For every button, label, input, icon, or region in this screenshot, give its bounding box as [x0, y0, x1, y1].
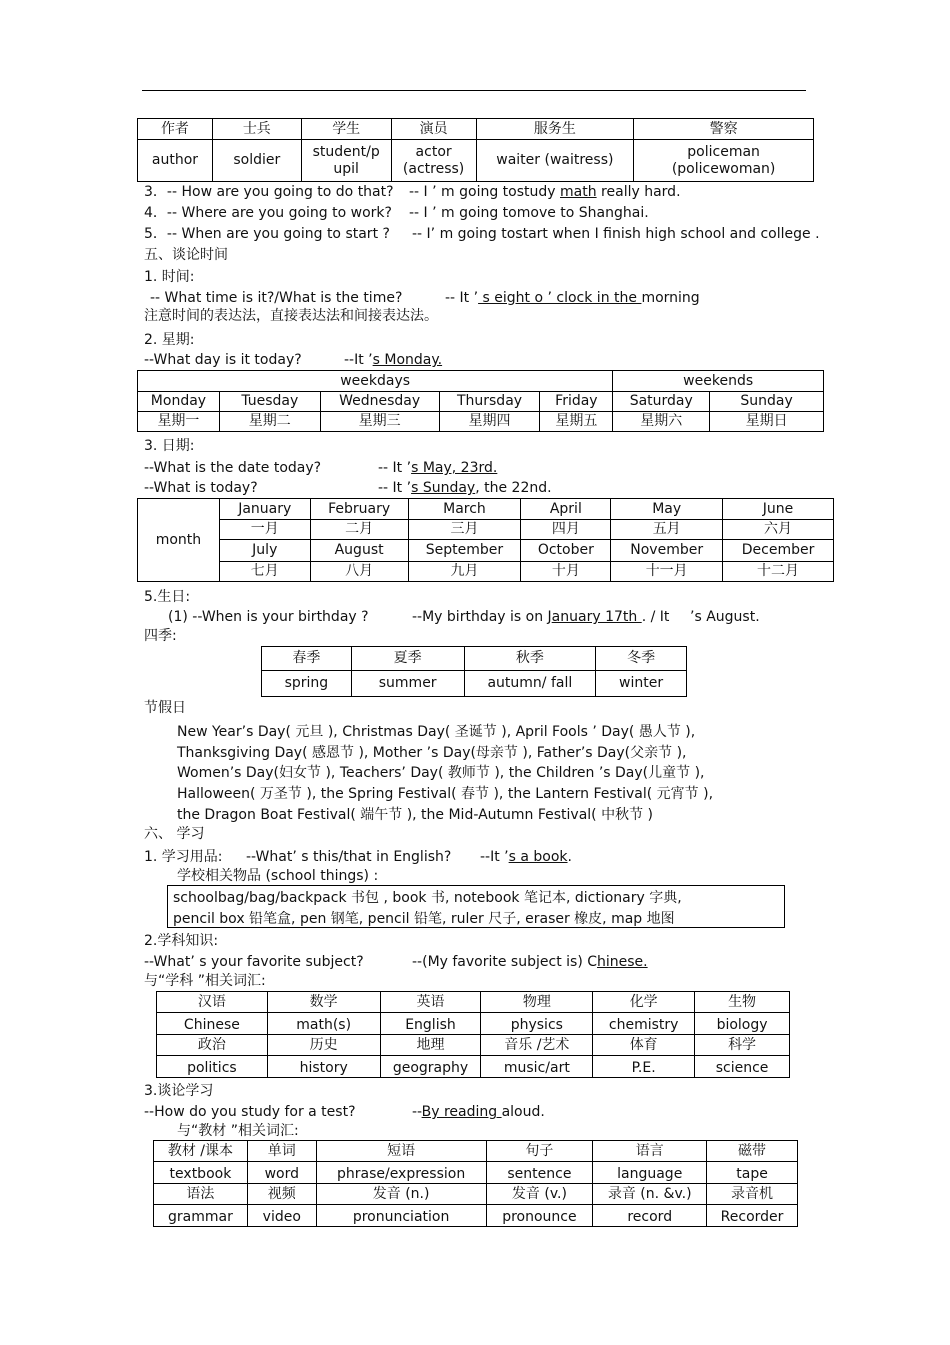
header-rule: [142, 90, 806, 91]
season-cn-cell: 冬季: [596, 647, 687, 671]
time-title: 1. 时间:: [144, 269, 195, 285]
subject-cn-cell: 汉语: [157, 992, 268, 1013]
holiday-line: Halloween( 万圣节 ), the Spring Festival( 春节 ), the Lantern Festival( 元宵节 ),: [177, 786, 714, 802]
material-cn-cell: 录音 (n. &v.): [593, 1184, 707, 1205]
jobs-en-cell: actor (actress): [391, 140, 476, 182]
subject-cn-cell: 物理: [481, 992, 593, 1013]
subject-en-cell: P.E.: [593, 1056, 695, 1078]
material-cn-cell: 视频: [247, 1184, 316, 1205]
subject-en-cell: politics: [157, 1056, 268, 1078]
day-cn-cell: 星期五: [540, 412, 613, 432]
month-cn-cell: 四月: [521, 520, 611, 540]
day-cn-cell: 星期六: [613, 412, 710, 432]
birthday-answer: --My birthday is on January 17th . / It: [412, 609, 670, 625]
month-cn-cell: 三月: [408, 520, 521, 540]
material-en-cell: sentence: [486, 1162, 593, 1184]
subject-cn-cell: 体育: [593, 1035, 695, 1056]
month-en-cell: July: [219, 540, 310, 562]
holidays-title: 节假日: [144, 700, 186, 716]
answer-4: -- I ’ m going tomove to Shanghai.: [409, 205, 649, 221]
subject-table: [156, 991, 790, 1078]
month-en-cell: March: [408, 499, 521, 520]
material-en-cell: pronounce: [486, 1205, 593, 1227]
material-en-cell: language: [593, 1162, 707, 1184]
material-en-cell: tape: [707, 1162, 798, 1184]
subjects-subtitle: 与“学科 ”相关词汇:: [144, 973, 266, 989]
subject-cn-cell: 化学: [593, 992, 695, 1013]
month-en-cell: December: [723, 540, 834, 562]
season-cn-cell: 秋季: [464, 647, 596, 671]
school-things-line: pencil box 铅笔盒, pen 钢笔, pencil 铅笔, ruler 尺子, eraser 橡皮, map 地图: [173, 911, 675, 927]
material-cn-cell: 句子: [486, 1141, 593, 1162]
material-cn-cell: 发音 (n.): [316, 1184, 486, 1205]
study-question: --How do you study for a test?: [144, 1104, 356, 1120]
material-en-cell: pronunciation: [316, 1205, 486, 1227]
material-table: [153, 1140, 798, 1227]
question-5: 5．-- When are you going to start ?: [144, 226, 390, 242]
subject-en-cell: science: [695, 1056, 790, 1078]
month-en-cell: October: [521, 540, 611, 562]
holiday-line: the Dragon Boat Festival( 端午节 ), the Mid-Autumn Festival( 中秋节 ): [177, 807, 654, 823]
study-answer: --By reading aloud.: [412, 1104, 545, 1120]
material-cn-cell: 语法: [154, 1184, 248, 1205]
jobs-cn-cell: 演员: [391, 119, 476, 140]
study-subtitle: 与“教材 ”相关词汇:: [177, 1123, 299, 1139]
school-things-subtitle: 学校相关物品 (school things) :: [177, 868, 379, 884]
subject-cn-cell: 历史: [267, 1035, 380, 1056]
subject-cn-cell: 地理: [380, 1035, 481, 1056]
month-en-cell: February: [310, 499, 408, 520]
month-cn-cell: 十月: [521, 562, 611, 582]
month-en-cell: April: [521, 499, 611, 520]
week-answer: --It ’s Monday.: [344, 352, 443, 368]
time-question: -- What time is it?/What is the time?: [150, 290, 403, 306]
month-en-cell: September: [408, 540, 521, 562]
subject-cn-cell: 音乐 /艺术: [481, 1035, 593, 1056]
month-label: month: [138, 499, 220, 582]
subject-en-cell: physics: [481, 1013, 593, 1035]
jobs-en-cell: policeman (policewoman): [634, 140, 814, 182]
subject-en-cell: geography: [380, 1056, 481, 1078]
answer-3: -- I ’ m going tostudy math really hard.: [409, 184, 681, 200]
season-cn-cell: 春季: [262, 647, 352, 671]
subject-en-cell: chemistry: [593, 1013, 695, 1035]
jobs-table: [137, 118, 814, 182]
day-en-cell: Thursday: [439, 392, 540, 412]
subjects-question: --What’ s your favorite subject?: [144, 954, 364, 970]
time-answer: -- It ’ s eight o ’ clock in the morning: [445, 290, 700, 306]
week-title: 2. 星期:: [144, 332, 195, 348]
month-en-cell: November: [611, 540, 723, 562]
subject-cn-cell: 政治: [157, 1035, 268, 1056]
jobs-cn-cell: 警察: [634, 119, 814, 140]
question-4: 4．-- Where are you going to work?: [144, 205, 392, 221]
day-cn-cell: 星期三: [320, 412, 439, 432]
day-cn-cell: 星期日: [710, 412, 824, 432]
birthday-title: 5.生日:: [144, 589, 191, 605]
subject-en-cell: English: [380, 1013, 481, 1035]
supplies-title: 1. 学习用品:: [144, 849, 223, 865]
school-things-box: [167, 885, 785, 928]
supplies-question: --What’ s this/that in English?: [246, 849, 452, 865]
jobs-en-cell: student/p upil: [301, 140, 391, 182]
jobs-cn-cell: 作者: [138, 119, 213, 140]
material-cn-cell: 语言: [593, 1141, 707, 1162]
subjects-title: 2.学科知识:: [144, 933, 219, 949]
jobs-cn-cell: 服务生: [476, 119, 634, 140]
date-question-1: --What is the date today?: [144, 460, 322, 476]
material-en-cell: word: [247, 1162, 316, 1184]
material-cn-cell: 发音 (v.): [486, 1184, 593, 1205]
school-things-line: schoolbag/bag/backpack 书包 , book 书, notebook 笔记本, dictionary 字典,: [173, 890, 682, 906]
date-answer-2: -- It ’s Sunday, the 22nd.: [378, 480, 552, 496]
jobs-en-cell: waiter (waitress): [476, 140, 634, 182]
question-3: 3．-- How are you going to do that?: [144, 184, 394, 200]
month-en-cell: May: [611, 499, 723, 520]
subject-en-cell: history: [267, 1056, 380, 1078]
holiday-line: Women’s Day(妇女节 ), Teachers’ Day( 教师节 ), the Children ’s Day(儿童节 ),: [177, 765, 705, 781]
birthday-answer-alt: ’s August.: [690, 609, 760, 625]
month-cn-cell: 八月: [310, 562, 408, 582]
subject-en-cell: biology: [695, 1013, 790, 1035]
week-question: --What day is it today?: [144, 352, 302, 368]
month-cn-cell: 十一月: [611, 562, 723, 582]
subject-cn-cell: 数学: [267, 992, 380, 1013]
material-cn-cell: 教材 /课本: [154, 1141, 248, 1162]
day-cn-cell: 星期二: [219, 412, 320, 432]
season-en-cell: winter: [596, 671, 687, 697]
material-en-cell: record: [593, 1205, 707, 1227]
month-cn-cell: 七月: [219, 562, 310, 582]
day-en-cell: Monday: [138, 392, 220, 412]
material-en-cell: video: [247, 1205, 316, 1227]
subject-en-cell: music/art: [481, 1056, 593, 1078]
birthday-question: (1) --When is your birthday ?: [168, 609, 369, 625]
material-cn-cell: 录音机: [707, 1184, 798, 1205]
month-en-cell: August: [310, 540, 408, 562]
month-cn-cell: 二月: [310, 520, 408, 540]
season-cn-cell: 夏季: [351, 647, 464, 671]
jobs-cn-cell: 学生: [301, 119, 391, 140]
material-en-cell: phrase/expression: [316, 1162, 486, 1184]
date-question-2: --What is today?: [144, 480, 258, 496]
section-6-title: 六、 学习: [144, 826, 205, 842]
weekday-table: [137, 370, 824, 432]
date-title: 3. 日期:: [144, 438, 195, 454]
supplies-answer: --It ’s a book.: [480, 849, 572, 865]
month-cn-cell: 十二月: [723, 562, 834, 582]
season-en-cell: summer: [351, 671, 464, 697]
weekends-header: weekends: [613, 371, 824, 392]
day-en-cell: Wednesday: [320, 392, 439, 412]
material-en-cell: textbook: [154, 1162, 248, 1184]
material-en-cell: grammar: [154, 1205, 248, 1227]
month-table: [137, 498, 834, 582]
holiday-line: New Year’s Day( 元旦 ), Christmas Day( 圣诞节 ), April Fools ’ Day( 愚人节 ),: [177, 724, 696, 740]
material-en-cell: Recorder: [707, 1205, 798, 1227]
material-cn-cell: 单词: [247, 1141, 316, 1162]
holiday-line: Thanksgiving Day( 感恩节 ), Mother ’s Day(母亲节 ), Father’s Day(父亲节 ),: [177, 745, 687, 761]
material-cn-cell: 磁带: [707, 1141, 798, 1162]
seasons-title: 四季:: [144, 628, 177, 644]
month-cn-cell: 九月: [408, 562, 521, 582]
day-cn-cell: 星期一: [138, 412, 220, 432]
day-en-cell: Tuesday: [219, 392, 320, 412]
day-en-cell: Friday: [540, 392, 613, 412]
month-cn-cell: 一月: [219, 520, 310, 540]
subject-cn-cell: 生物: [695, 992, 790, 1013]
jobs-cn-cell: 士兵: [212, 119, 301, 140]
material-cn-cell: 短语: [316, 1141, 486, 1162]
section-5-title: 五、谈论时间: [144, 247, 228, 263]
day-cn-cell: 星期四: [439, 412, 540, 432]
month-en-cell: January: [219, 499, 310, 520]
answer-5: -- I’ m going tostart when I finish high school and college .: [412, 226, 820, 242]
weekdays-header: weekdays: [138, 371, 613, 392]
month-cn-cell: 六月: [723, 520, 834, 540]
study-title: 3.谈论学习: [144, 1083, 214, 1099]
day-en-cell: Sunday: [710, 392, 824, 412]
day-en-cell: Saturday: [613, 392, 710, 412]
subject-en-cell: Chinese: [157, 1013, 268, 1035]
subject-cn-cell: 英语: [380, 992, 481, 1013]
subjects-answer: --(My favorite subject is) Chinese.: [412, 954, 648, 970]
date-answer-1: -- It ’s May, 23rd.: [378, 460, 498, 476]
season-table: [261, 646, 687, 697]
jobs-en-cell: soldier: [212, 140, 301, 182]
season-en-cell: spring: [262, 671, 352, 697]
month-en-cell: June: [723, 499, 834, 520]
season-en-cell: autumn/ fall: [464, 671, 596, 697]
jobs-en-cell: author: [138, 140, 213, 182]
time-note: 注意时间的表达法，直接表达法和间接表达法。: [144, 308, 438, 324]
month-cn-cell: 五月: [611, 520, 723, 540]
subject-en-cell: math(s): [267, 1013, 380, 1035]
subject-cn-cell: 科学: [695, 1035, 790, 1056]
